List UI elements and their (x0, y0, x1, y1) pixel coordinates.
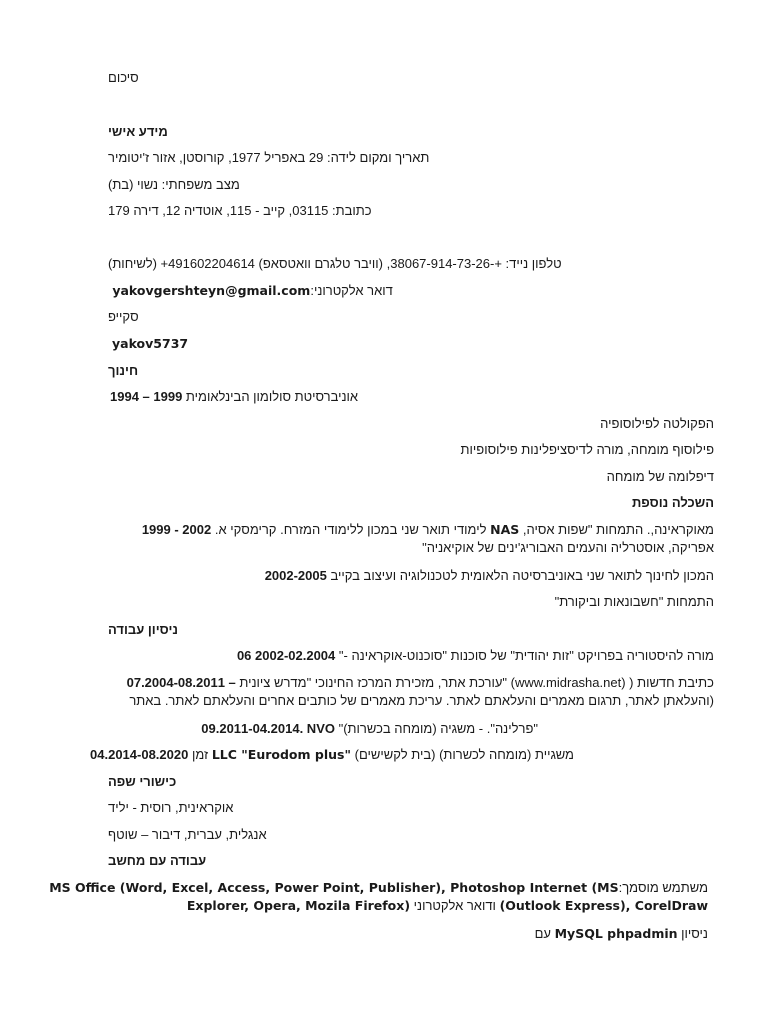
additional-edu-item2-years: 2002-2005 (264, 568, 327, 583)
email-label: דואר אלקטרוני: (310, 283, 393, 298)
job4-text-a: זמן (191, 747, 209, 762)
languages-native: אוקראינית, רוסית - יליד (108, 800, 234, 815)
additional-edu-item1-line2: אפריקה, אוסטרליה והעמים האבוריג'ינים של אוקיאניה" (422, 540, 714, 555)
additional-edu-item1-text-b: לימודי תואר שני במכון ללימודי המזרח. (280, 522, 487, 537)
email-address[interactable]: yakovgershteyn@gmail.com (108, 283, 311, 298)
job1-dates: 06 2002-02.2004 (236, 648, 336, 663)
skype-handle: yakov5737 (112, 336, 189, 351)
computer-line1-value: MS Office (Word, Excel, Access, Power Point, Publisher), Photoshop Internet (MS (44, 880, 619, 895)
additional-edu-item2-line1 (108, 568, 714, 584)
additional-edu-item1-text-c: מאוקראינה,. התמחות "שפות אסיה, (522, 522, 714, 537)
faculty-text: הפקולטה לפילוסופיה (600, 416, 714, 431)
languages-other: אנגלית, עברית, דיבור – שוטף (108, 827, 267, 842)
computer-line3-c: ניסיון (681, 926, 708, 941)
job3-text: "פרלינה". - משגיה (מומחה בכשרות)" (338, 721, 538, 736)
skype-label: סקייפ (108, 309, 139, 324)
university-line (110, 389, 556, 405)
education-heading: חינוך (108, 363, 139, 378)
email-line (108, 283, 708, 299)
job3-dates: 09.2011-04.2014. NVO (201, 721, 335, 736)
address-line: כתובת: 03115, קייב - 115, אוטדיה 12, דירה 179 (108, 203, 372, 218)
computer-line2-b: ודואר אלקטרוני (413, 898, 496, 913)
computer-line3 (108, 926, 708, 942)
computer-line2-a: Explorer, Opera, Mozila Firefox) (186, 898, 411, 913)
personal-info-heading: מידע אישי (108, 124, 168, 139)
additional-edu-item1-nas: NAS (490, 522, 520, 537)
job1-text: מורה להיסטוריה בפרויקט "זות יהודית" של סוכנות "סוכנוט-אוקראינה -" (338, 648, 714, 663)
job2-line2: (והעלאתן לאתר, תרגום מאמרים והעלאתם לאתר. עריכת מאמרים של כותבים אחרים והעלאתם לאתר. באתר (129, 693, 714, 708)
job2-dates: 07.2004-08.2011 – (126, 675, 236, 690)
marital-status-line: מצב משפחתי: נשוי (בת) (108, 177, 240, 192)
additional-edu-item1-text-a: קרימסקי א. (214, 522, 277, 537)
additional-edu-item2-text: המכון לחינוך לתואר שני באוניברסיטה הלאומית לטכנולוגיה ועיצוב בקייב (330, 568, 714, 583)
job4-dates: 04.2014-08.2020 (90, 747, 189, 762)
work-experience-heading: ניסיון עבודה (108, 622, 178, 637)
job4-line (90, 747, 574, 763)
job2-line1 (108, 675, 714, 691)
computer-skills-heading: עבודה עם מחשב (108, 853, 207, 868)
job4-company: LLC "Eurodom plus" (211, 747, 351, 762)
summary-title: סיכום (108, 70, 139, 85)
job1-line (108, 648, 714, 664)
computer-line3-a: עם (534, 926, 551, 941)
additional-edu-item1-line1 (108, 522, 714, 538)
additional-edu-item1-years: 1999 - 2002 (141, 522, 212, 537)
phone-line: טלפון נייד: +-38067-914-73-26, (וויבר טלגרם וואטסאפ) 491602204614+ (לשיחות) (108, 256, 562, 271)
job2-text: כתיבת חדשות ( (www.midrasha.net) "עורכת אתר, מזכירת המרכז החינוכי "מדרש ציונית (239, 675, 714, 690)
computer-line1-label: משתמש מוסמך: (618, 880, 708, 895)
job3-line (108, 721, 538, 737)
diploma-text: דיפלומה של מומחה (606, 469, 714, 484)
computer-line2-c: (Outlook Express), CorelDraw (499, 898, 708, 913)
university-name: אוניברסיטת סולומון הבינלאומית (185, 389, 359, 404)
additional-edu-item2-line2: התמחות "חשבונאות וביקורת" (554, 594, 714, 609)
computer-line1 (44, 880, 708, 896)
computer-line2 (108, 898, 708, 914)
languages-heading: כישורי שפה (108, 774, 177, 789)
computer-line3-b: MySQL phpadmin (554, 926, 678, 941)
job4-text-b: משגיית (מומחה לכשרות) (בית לקשישים) (354, 747, 574, 762)
additional-education-heading: השכלה נוספת (631, 495, 714, 510)
university-years: 1994 – 1999 (110, 389, 183, 404)
birth-line: תאריך ומקום לידה: 29 באפריל 1977, קורוסטן, אזור ז'יטומיר (108, 150, 430, 165)
specialty-text: פילוסוף מומחה, מורה לדיסציפלינות פילוסופיות (460, 442, 714, 457)
